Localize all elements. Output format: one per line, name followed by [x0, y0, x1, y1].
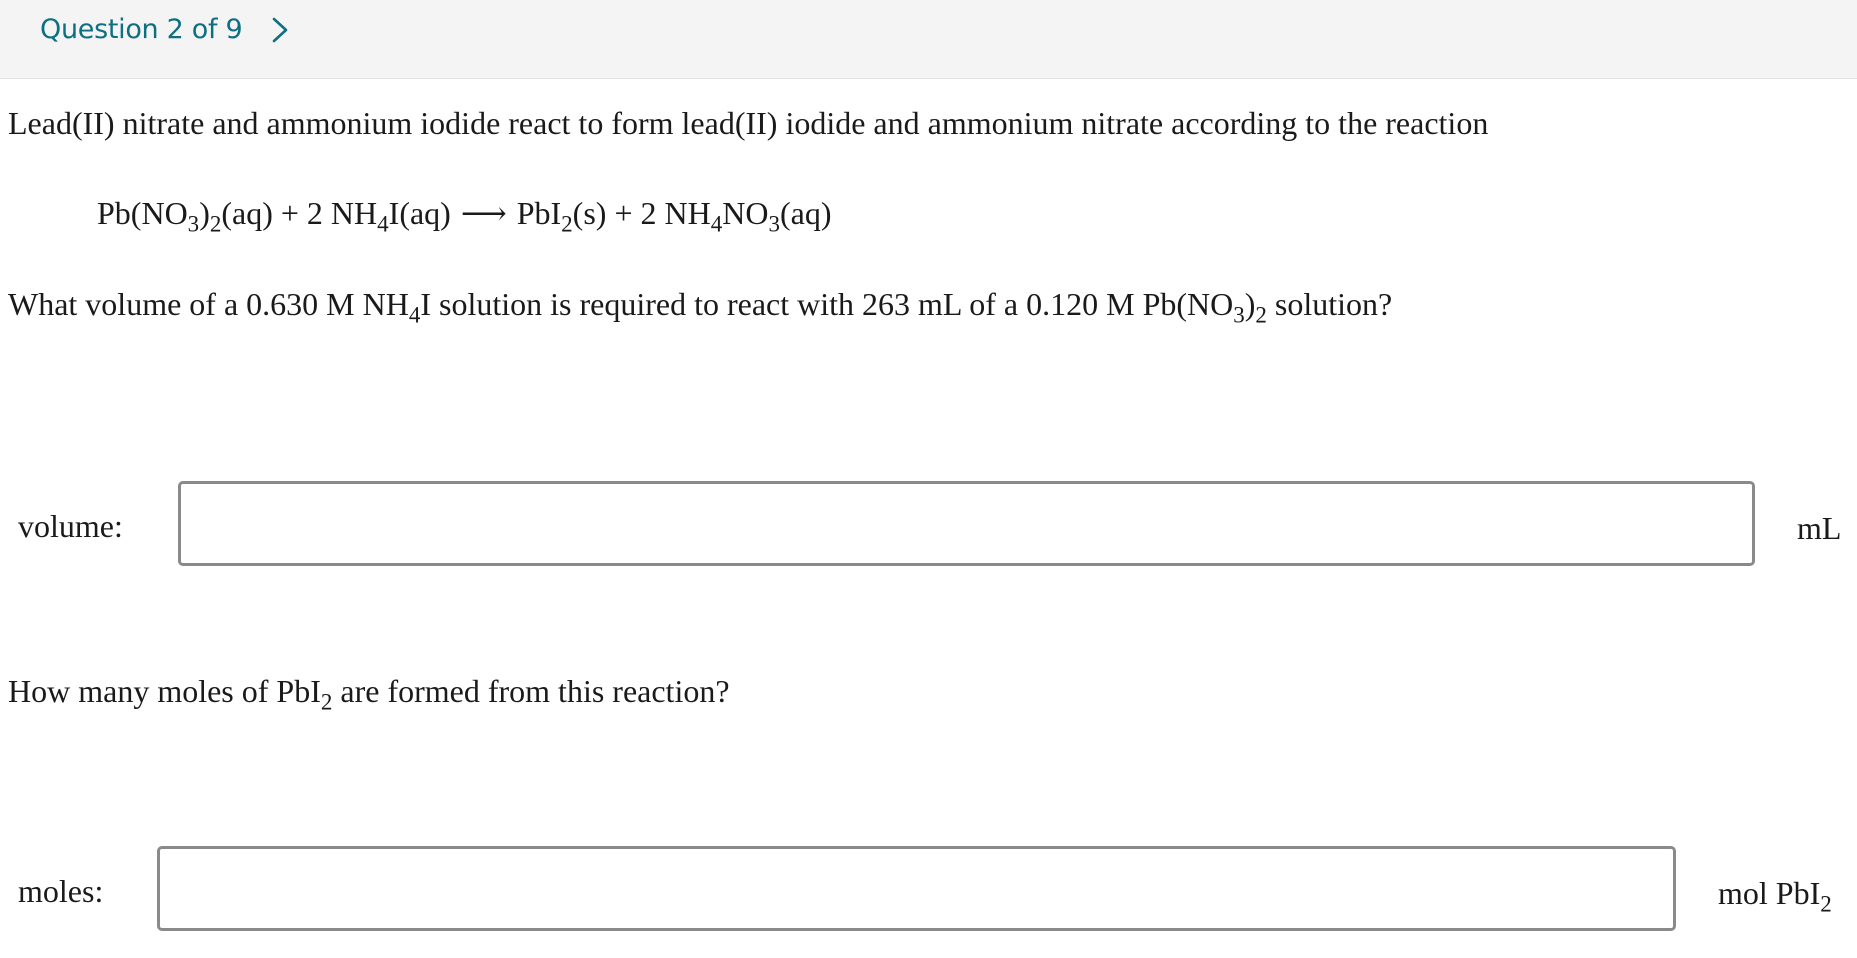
- volume-unit: mL: [1797, 510, 1842, 546]
- moles-label: moles:: [18, 873, 104, 909]
- next-question-button[interactable]: [262, 12, 298, 48]
- moles-input[interactable]: [157, 846, 1676, 931]
- volume-input[interactable]: [178, 481, 1755, 566]
- reaction-equation: $Pb(NO_3)_2(aq) + 2$ $NH_4I(aq)$ ⟶ PbI$_2$(s) + 2 $NH_4NO_3(aq)$: [97, 195, 832, 237]
- volume-label: volume:: [18, 508, 123, 544]
- question-nav-bar: [0, 0, 1857, 79]
- question-intro: Lead(II) nitrate and ammonium iodide react to form lead(II) iodide and ammonium nitrate according to the reaction: [8, 105, 1489, 141]
- moles-unit: mol PbI$_2$: [1718, 875, 1832, 917]
- question-volume-prompt: What volume of a 0.630 M $NH_4I$ solution is required to react with 263 mL of a 0.120 M $Pb(NO_3)_2$ solution?: [8, 286, 1393, 328]
- question-counter[interactable]: Question 2 of 9: [40, 14, 243, 45]
- question-moles-prompt: How many moles of PbI$_2$ are formed from this reaction?: [8, 673, 730, 715]
- chevron-right-icon: [271, 16, 289, 44]
- reaction-arrow: ⟶: [460, 195, 507, 231]
